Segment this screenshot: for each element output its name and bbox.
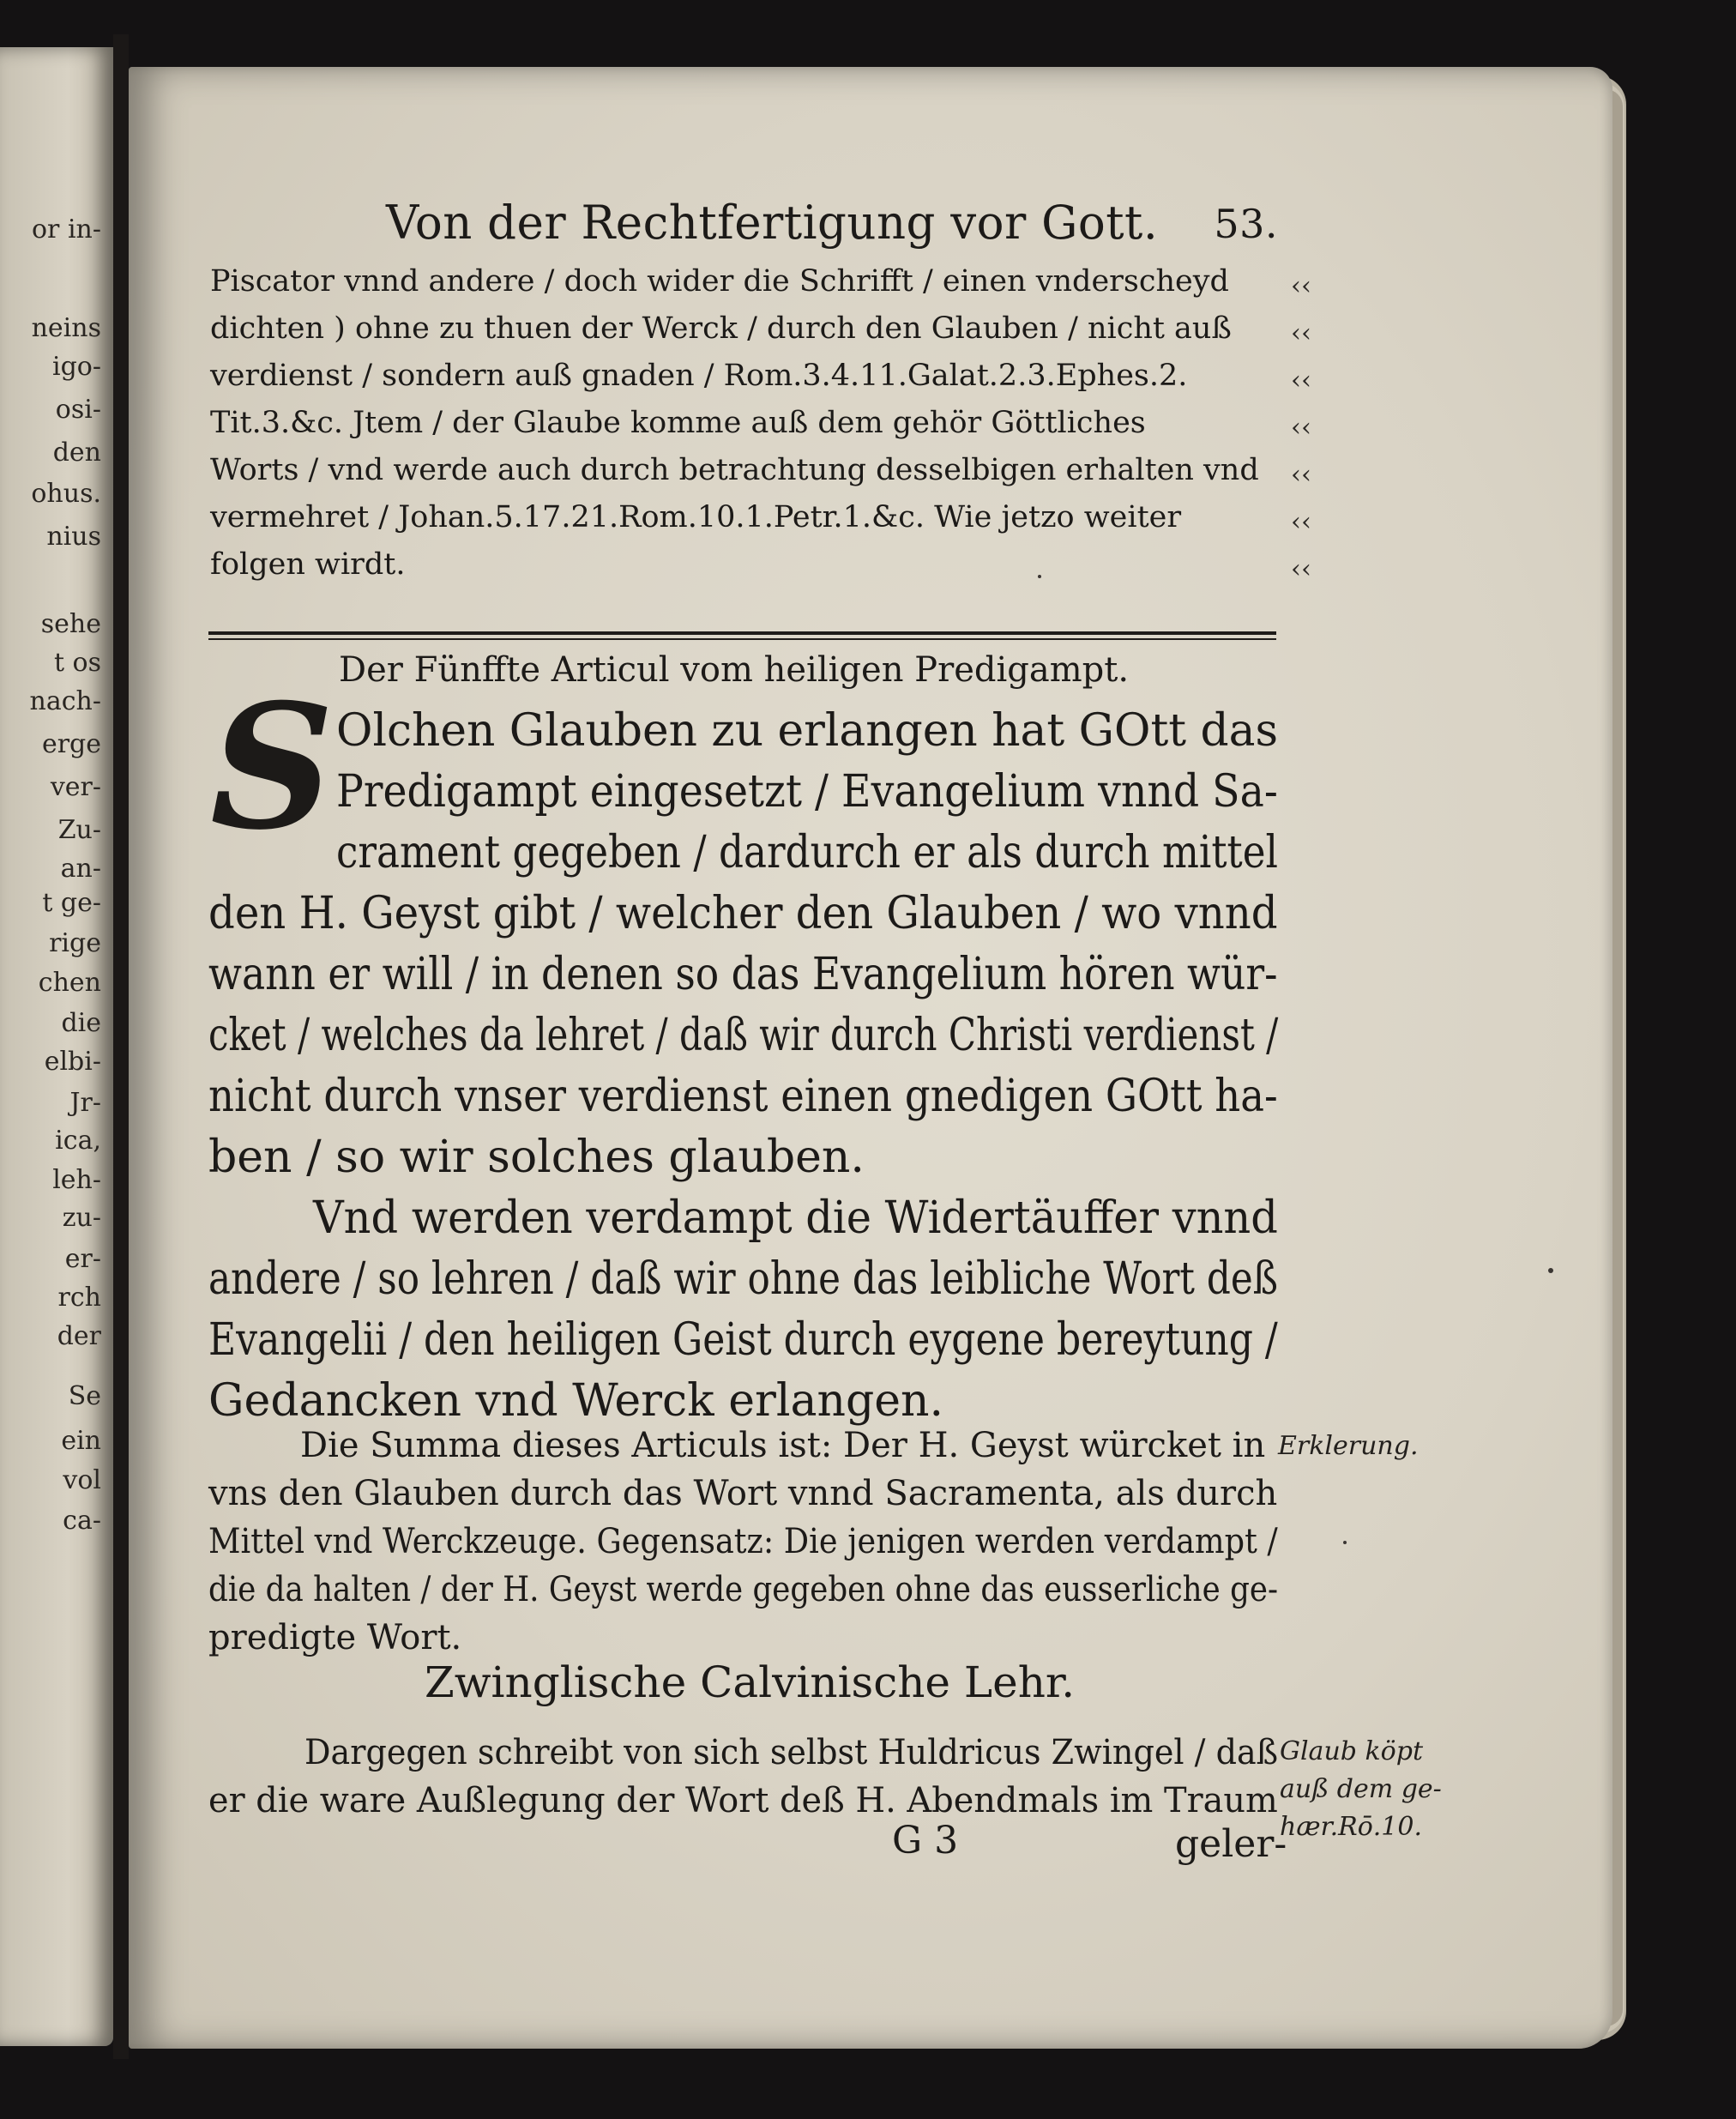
ink-speck [1038, 575, 1041, 578]
left-page-fragment: erge [41, 729, 101, 759]
left-page-fragment: elbi- [44, 1047, 101, 1077]
page-number: 53. [1214, 201, 1278, 247]
quote-line: Worts / vnd werde auch durch betrachtung desselbigen erhalten vnd [210, 453, 1259, 487]
left-page-fragment: or in- [32, 214, 101, 244]
left-page-fragment: an- [60, 854, 101, 884]
catchword: geler- [1175, 1822, 1287, 1866]
left-page-fragment: er- [64, 1244, 101, 1274]
summary-line: Die Summa dieses Articuls ist: Der H. Geyst würcket in [300, 1426, 1266, 1465]
left-page-fragment: Jr- [69, 1088, 101, 1118]
left-page-fragment: chen [38, 968, 101, 998]
body-line: Gedancken vnd Werck erlangen. [208, 1375, 944, 1427]
quote-line: folgen wirdt. [210, 547, 406, 582]
left-page-fragment: der [57, 1321, 101, 1351]
quote-mark: ‹‹ [1291, 413, 1311, 443]
left-page-fragment: den [52, 438, 101, 468]
left-page-fragment: neins [31, 313, 101, 343]
margin-note-line: hær.Rō.10. [1280, 1812, 1422, 1842]
decorated-initial: S [210, 667, 335, 868]
left-page-fragment: Se [68, 1381, 101, 1411]
left-page-fragment: die [61, 1008, 101, 1038]
margin-note: Erklerung. [1278, 1431, 1419, 1461]
left-page-fragment: zu- [62, 1203, 101, 1233]
left-page-fragment: ca- [63, 1506, 101, 1536]
quote-mark: ‹‹ [1291, 460, 1311, 490]
quote-line: Tit.3.&c. Jtem / der Glaube komme auß dem gehör Göttliches [210, 406, 1146, 440]
ink-speck [1548, 1268, 1553, 1273]
body-line: Vnd werden verdampt die Widertäuffer vnnd [313, 1192, 1278, 1244]
left-page-fragment: nius [46, 522, 101, 552]
summary-line: die da halten / der H. Geyst werde gegeben ohne das eusserliche ge- [208, 1570, 1279, 1609]
body-line: crament gegeben / dardurch er als durch mittel [336, 827, 1279, 878]
body-line: cket / welches da lehret / daß wir durch Christi verdienst / [208, 1010, 1279, 1061]
left-page-fragment: ica, [55, 1126, 101, 1156]
left-page-fragment: nach- [29, 686, 101, 716]
quote-mark: ‹‹ [1291, 554, 1311, 584]
summary-line: Mittel vnd Werckzeuge. Gegensatz: Die jenigen werden verdampt / [208, 1522, 1278, 1561]
quote-line: vermehret / Johan.5.17.21.Rom.10.1.Petr.1.&c. Wie jetzo weiter [210, 500, 1182, 534]
left-page-fragment: Zu- [57, 815, 101, 845]
signature-mark: G 3 [892, 1819, 959, 1862]
body-line: Evangelii / den heiligen Geist durch eygene bereytung / [208, 1314, 1278, 1366]
left-page-fragment: osi- [55, 395, 101, 425]
left-page-fragment: vol [63, 1465, 101, 1495]
quote-line: dichten ) ohne zu thuen der Werck / durch den Glauben / nicht auß [210, 311, 1232, 346]
left-page-fragment: rch [57, 1283, 101, 1313]
quote-mark: ‹‹ [1291, 271, 1311, 301]
left-page-fragment: sehe [40, 609, 101, 639]
section-rule [208, 638, 1276, 640]
running-title: Von der Rechtfertigung vor Gott. [386, 196, 1159, 250]
body-line: ben / so wir solches glauben. [208, 1132, 865, 1183]
margin-note-line: Glaub köpt [1280, 1736, 1424, 1766]
summary-line: vns den Glauben durch das Wort vnnd Sacramenta, als durch [208, 1474, 1278, 1513]
body-line: Predigampt eingesetzt / Evangelium vnnd Sa- [336, 766, 1278, 818]
left-page-fragment: t ge- [42, 888, 101, 918]
body-line: Olchen Glauben zu erlangen hat GOtt das [336, 705, 1279, 757]
body-line: er die ware Außlegung der Wort deß H. Abendmals im Traum [208, 1781, 1278, 1820]
body-line: Dargegen schreibt von sich selbst Huldricus Zwingel / daß [304, 1733, 1279, 1772]
left-page-fragment: t os [53, 648, 101, 678]
quote-mark: ‹‹ [1291, 507, 1311, 537]
left-facing-page [0, 47, 113, 2046]
quote-mark: ‹‹ [1291, 318, 1311, 348]
left-page-fragment: leh- [52, 1165, 101, 1195]
quote-line: verdienst / sondern auß gnaden / Rom.3.4.11.Galat.2.3.Ephes.2. [210, 359, 1188, 393]
body-line: wann er will / in denen so das Evangelium hören wür- [208, 949, 1278, 1000]
left-page-fragment: igo- [52, 352, 101, 382]
section-rule [208, 631, 1276, 635]
margin-note-line: auß dem ge- [1280, 1774, 1442, 1804]
body-line: den H. Geyst gibt / welcher den Glauben / wo vnnd [208, 888, 1278, 939]
body-line: andere / so lehren / daß wir ohne das leibliche Wort deß [208, 1253, 1278, 1305]
quote-line: Piscator vnnd andere / doch wider die Schrifft / einen vnderscheyd [210, 264, 1229, 299]
ink-speck [1343, 1541, 1347, 1544]
left-page-fragment: ver- [50, 772, 101, 802]
subheading: Zwinglische Calvinische Lehr. [425, 1657, 1076, 1707]
section-heading: Der Fünffte Articul vom heiligen Predigampt. [339, 650, 1130, 690]
summary-line: predigte Wort. [208, 1618, 462, 1657]
left-page-fragment: ein [61, 1426, 101, 1456]
book-gutter [113, 34, 129, 2059]
quote-mark: ‹‹ [1291, 365, 1311, 395]
body-line: nicht durch vnser verdienst einen gnedigen GOtt ha- [208, 1071, 1278, 1122]
left-page-fragment: ohus. [31, 479, 101, 509]
left-page-fragment: rige [49, 928, 101, 958]
